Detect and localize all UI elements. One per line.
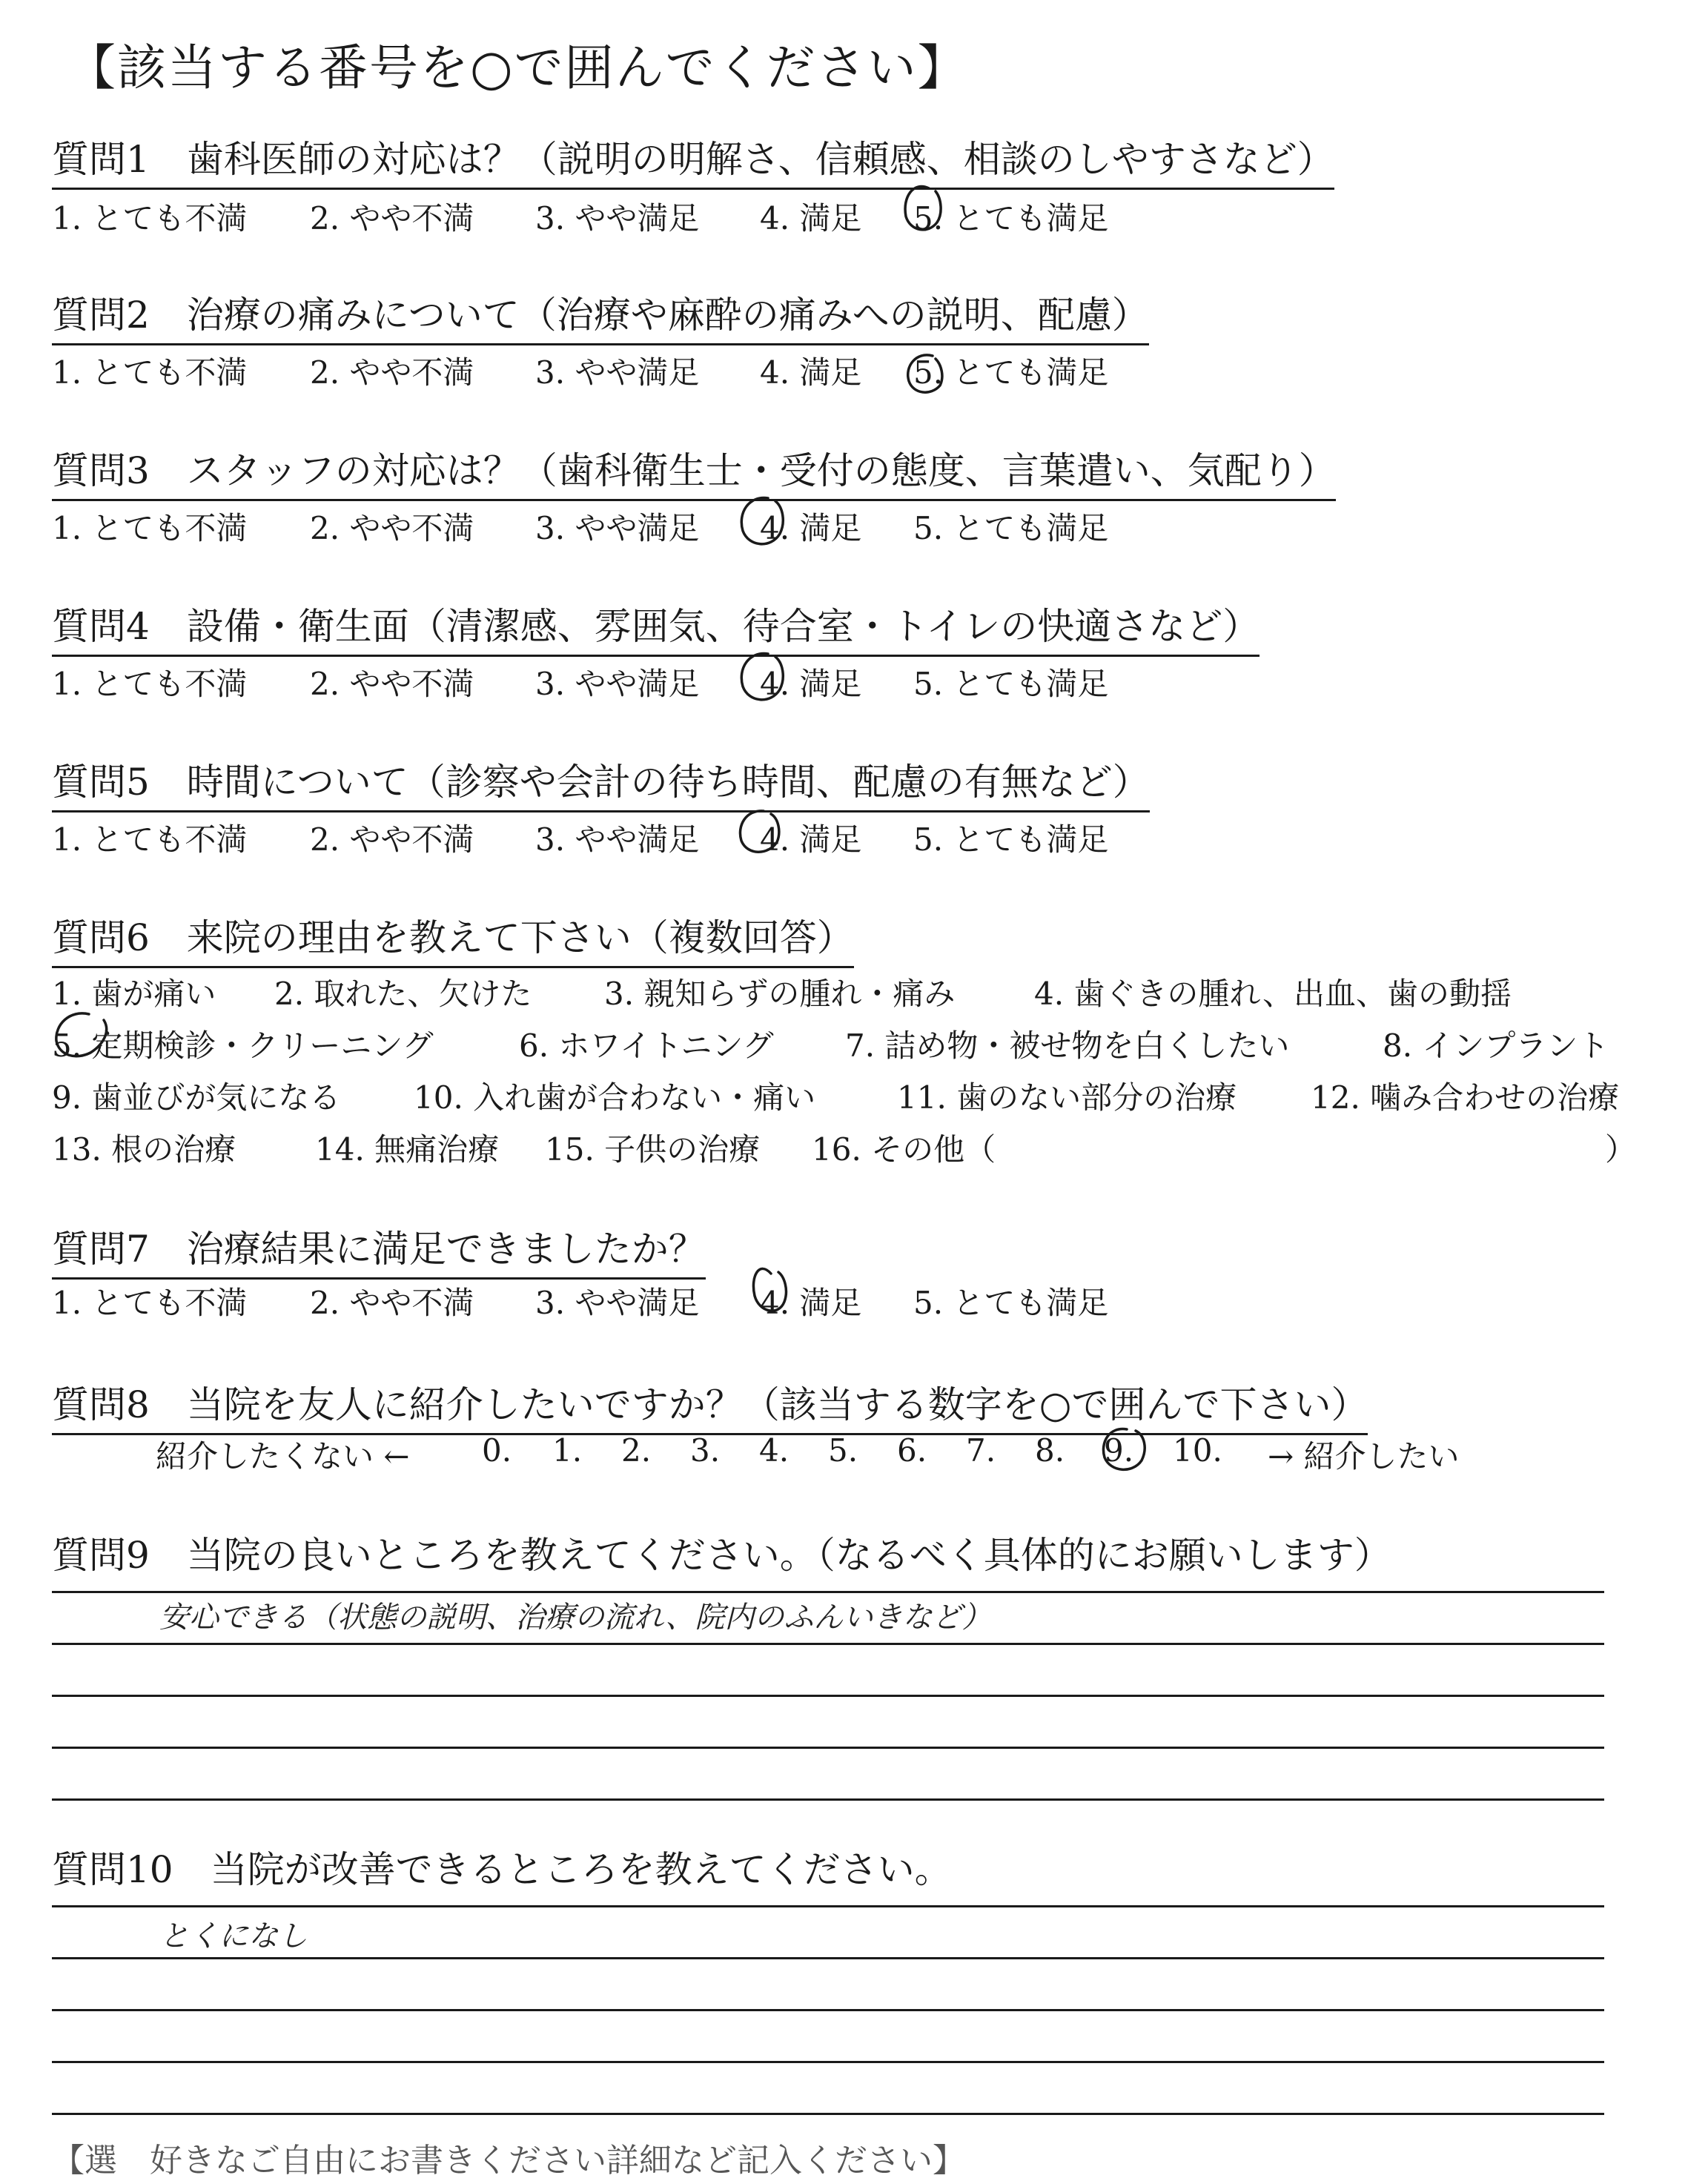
q8-heading: 質問8 当院を友人に紹介したいですか？（該当する数字を○で囲んで下さい） xyxy=(52,1375,1368,1435)
q8-option-3[interactable]: 3. xyxy=(690,1432,721,1469)
q5-option-2[interactable]: 2. やや不満 xyxy=(310,821,474,858)
q5-option-3[interactable]: 3. やや満足 xyxy=(535,821,700,858)
q1-option-5[interactable]: 5. とても満足 xyxy=(913,200,1109,236)
q3-option-1[interactable]: 1. とても不満 xyxy=(52,510,248,546)
q5-heading: 質問5 時間について（診察や会計の待ち時間、配慮の有無など） xyxy=(52,752,1150,813)
q9-heading: 質問9 当院の良いところを教えてください。（なるべく具体的にお願いします） xyxy=(52,1534,1391,1577)
q1-option-4[interactable]: 4. 満足 xyxy=(760,200,862,236)
q3-option-3[interactable]: 3. やや満足 xyxy=(535,510,700,546)
q6-option-2[interactable]: 2. 取れた、欠けた xyxy=(274,976,532,1012)
q2-option-2[interactable]: 2. やや不満 xyxy=(310,354,474,391)
q6-option-1[interactable]: 1. 歯が痛い xyxy=(52,976,216,1012)
q3-option-4[interactable]: 4. 満足 xyxy=(760,510,862,546)
q4-option-3[interactable]: 3. やや満足 xyxy=(535,666,700,702)
q6-option-7[interactable]: 7. 詰め物・被せ物を白くしたい xyxy=(845,1027,1290,1064)
q7-heading: 質問7 治療結果に満足できましたか？ xyxy=(52,1219,706,1280)
q6-selected-circle xyxy=(56,1013,107,1056)
q1-option-2[interactable]: 2. やや不満 xyxy=(310,200,474,236)
q8-option-2[interactable]: 2. xyxy=(621,1432,652,1469)
q6-option-12[interactable]: 12. 噛み合わせの治療 xyxy=(1311,1079,1620,1116)
q2-heading: 質問2 治療の痛みについて（治療や麻酔の痛みへの説明、配慮） xyxy=(52,285,1149,345)
q8-option-8[interactable]: 8. xyxy=(1035,1432,1065,1469)
q4-option-1[interactable]: 1. とても不満 xyxy=(52,666,248,702)
q10-heading: 質問10 当院が改善できるところを教えてください。 xyxy=(52,1848,952,1891)
q8-right-label: → 紹介したい xyxy=(1268,1438,1460,1475)
q8-option-7[interactable]: 7. xyxy=(966,1432,996,1469)
footer-note: 【選 好きなご自由にお書きください詳細など記入ください】 xyxy=(52,2142,965,2180)
q2-option-5[interactable]: 5. とても満足 xyxy=(913,354,1109,391)
q7-selected-circle xyxy=(753,1268,786,1311)
q8-option-9[interactable]: 9. xyxy=(1104,1432,1134,1469)
q8-option-5[interactable]: 5. xyxy=(828,1432,858,1469)
q3-option-5[interactable]: 5. とても満足 xyxy=(913,510,1109,546)
q6-option-13[interactable]: 13. 根の治療 xyxy=(52,1131,236,1168)
q4-heading: 質問4 設備・衛生面（清潔感、雰囲気、待合室・トイレの快適さなど） xyxy=(52,597,1260,657)
form-title: 【該当する番号を○で囲んでください】 xyxy=(67,39,968,96)
q8-option-6[interactable]: 6. xyxy=(897,1432,927,1469)
q7-option-4[interactable]: 4. 満足 xyxy=(760,1285,862,1321)
q3-option-2[interactable]: 2. やや不満 xyxy=(310,510,474,546)
q5-option-1[interactable]: 1. とても不満 xyxy=(52,821,248,858)
q2-option-3[interactable]: 3. やや満足 xyxy=(535,354,700,391)
q1-option-3[interactable]: 3. やや満足 xyxy=(535,200,700,236)
q1-selected-circle xyxy=(905,187,941,230)
q8-left-label: 紹介したくない ← xyxy=(156,1438,410,1475)
q3-selected-circle xyxy=(741,498,783,544)
q7-option-2[interactable]: 2. やや不満 xyxy=(310,1285,474,1321)
q6-option-6[interactable]: 6. ホワイトニング xyxy=(519,1027,774,1064)
q6-option-4[interactable]: 4. 歯ぐきの腫れ、出血、歯の動揺 xyxy=(1034,976,1512,1012)
q4-option-2[interactable]: 2. やや不満 xyxy=(310,666,474,702)
q6-option-9[interactable]: 9. 歯並びが気になる xyxy=(52,1079,341,1116)
q4-option-4[interactable]: 4. 満足 xyxy=(760,666,862,702)
q6-heading: 質問6 来院の理由を教えて下さい（複数回答） xyxy=(52,908,854,968)
q6-option-3[interactable]: 3. 親知らずの腫れ・痛み xyxy=(604,976,956,1012)
q4-selected-circle xyxy=(741,654,783,700)
q9-answer[interactable]: 安心できる（状態の説明、治療の流れ、院内のふんいきなど） xyxy=(159,1601,992,1635)
q2-option-1[interactable]: 1. とても不満 xyxy=(52,354,248,391)
q8-option-1[interactable]: 1. xyxy=(552,1432,583,1469)
q7-option-3[interactable]: 3. やや満足 xyxy=(535,1285,700,1321)
q6-option-10[interactable]: 10. 入れ歯が合わない・痛い xyxy=(414,1079,816,1116)
q1-option-1[interactable]: 1. とても不満 xyxy=(52,200,248,236)
q7-option-1[interactable]: 1. とても不満 xyxy=(52,1285,248,1321)
q4-option-5[interactable]: 5. とても満足 xyxy=(913,666,1109,702)
q8-selected-circle xyxy=(1103,1429,1145,1470)
q6-option-15[interactable]: 15. 子供の治療 xyxy=(545,1131,761,1168)
q6-option-5[interactable]: 5. 定期検診・クリーニング xyxy=(52,1027,434,1064)
q3-heading: 質問3 スタッフの対応は？（歯科衛生士・受付の態度、言葉遣い、気配り） xyxy=(52,441,1336,501)
q6-option-14[interactable]: 14. 無痛治療 xyxy=(315,1131,500,1168)
q6-option-8[interactable]: 8. インプラント xyxy=(1383,1027,1609,1064)
q8-option-4[interactable]: 4. xyxy=(759,1432,790,1469)
q5-option-5[interactable]: 5. とても満足 xyxy=(913,821,1109,858)
q5-selected-circle xyxy=(740,811,778,852)
q2-selected-circle xyxy=(908,355,942,392)
q6-option-11[interactable]: 11. 歯のない部分の治療 xyxy=(897,1079,1237,1116)
q7-option-5[interactable]: 5. とても満足 xyxy=(913,1285,1109,1321)
q8-option-0[interactable]: 0. xyxy=(482,1432,512,1469)
q8-option-10[interactable]: 10. xyxy=(1173,1432,1222,1469)
q10-answer[interactable]: とくになし xyxy=(159,1919,308,1953)
q1-heading: 質問1 歯科医師の対応は？（説明の明解さ、信頼感、相談のしやすさなど） xyxy=(52,130,1334,190)
q6-option-16[interactable]: 16. その他（ xyxy=(812,1131,996,1168)
q2-option-4[interactable]: 4. 満足 xyxy=(760,354,862,391)
q5-option-4[interactable]: 4. 満足 xyxy=(760,821,862,858)
q6-other-close-paren: ） xyxy=(1605,1131,1637,1168)
